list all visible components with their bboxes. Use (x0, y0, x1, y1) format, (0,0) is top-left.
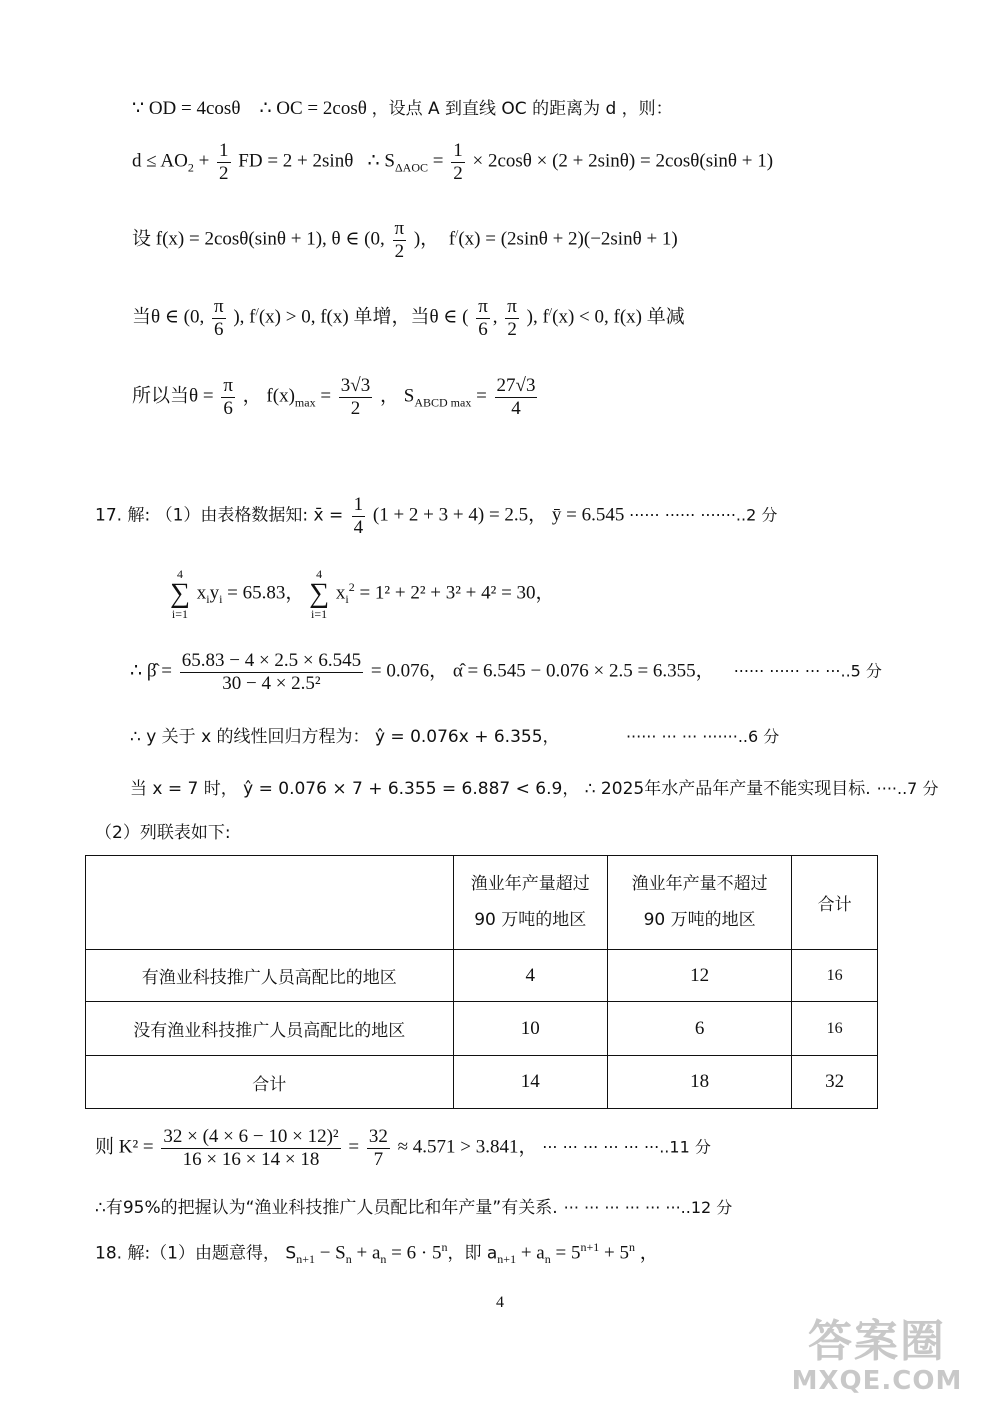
distance-statement: ，设点 A 到直线 OC 的距离为 d ，则： (371, 99, 673, 119)
table-cell: 18 (607, 1056, 791, 1109)
watermark-url: MXQE.COM (791, 1366, 963, 1397)
table-cell: 6 (607, 1002, 791, 1056)
solution-line-distance-area (132, 140, 773, 185)
superscript: 2 (348, 580, 355, 595)
denominator: 4 (511, 397, 521, 419)
problem-17-means (95, 494, 777, 539)
header-blank-cell (86, 856, 454, 950)
table-cell: 4 (453, 950, 607, 1002)
fraction-pi-over-6 (212, 296, 226, 341)
row-label: 合计 (86, 1056, 454, 1109)
numerator: π (223, 375, 233, 396)
score-mark-11: ··· ··· ··· ··· ··· ···..11 分 (542, 1137, 711, 1157)
area-symbol: ∴ S (367, 150, 395, 172)
equals-sign: = (428, 150, 449, 172)
fraction-pi-over-2 (505, 296, 519, 341)
equals-sign: = (315, 385, 336, 407)
denominator: 2 (350, 397, 361, 419)
fd-expression: FD = 2 + 2sinθ (238, 150, 354, 172)
table-header-row (86, 856, 878, 950)
fraction-one-quarter (352, 494, 366, 539)
numerator: π (507, 296, 517, 317)
chi-square-computation (95, 1126, 711, 1171)
smax-symbol: ， S (379, 385, 415, 407)
term: + a (516, 1242, 545, 1264)
sum-x2-value: = 1² + 2² + 3² + 4² = 30， (354, 582, 555, 604)
comma: , (492, 306, 503, 328)
problem-17-coefficients (130, 650, 882, 695)
header-total: 合计 (792, 856, 878, 950)
contingency-table-intro: （2）列联表如下: (95, 823, 231, 843)
k-squared: 则 K² = (95, 1136, 159, 1158)
score-mark-12: ··· ··· ··· ··· ··· ···..12 分 (563, 1198, 733, 1217)
equals-sign: = (471, 385, 492, 407)
denominator: 2 (453, 162, 463, 184)
numerator: π (394, 218, 405, 239)
d-bound: d ≤ AO (132, 150, 188, 172)
numerator: 1 (219, 140, 229, 161)
derivative-symbol: f (448, 228, 456, 250)
table-cell: 12 (607, 950, 791, 1002)
score-mark-5: ······ ······ ··· ···..5 分 (733, 661, 882, 681)
table-cell: 14 (453, 1056, 607, 1109)
score-mark-6: ······ ··· ··· ·······..6 分 (625, 727, 780, 746)
solution-line-monotonicity (132, 296, 685, 341)
subscript: ΔAOC (394, 160, 429, 175)
row-label: 没有渔业科技推广人员高配比的地区 (86, 1002, 454, 1056)
problem-17-prediction (130, 777, 938, 800)
table-cell: 16 (792, 950, 878, 1002)
increasing-statement: (x) > 0, f(x) 单增，当θ ∈ ( (258, 306, 469, 328)
problem-18-start (95, 1240, 659, 1267)
prediction-statement: 当 x = 7 时， ŷ = 0.076 × 7 + 6.355 = 6.887 < 6.9， ∴ 2025年水产品年产量不能实现目标. (130, 779, 871, 799)
problem-17-regression-equation (130, 725, 779, 748)
oc-expression: ∴ OC = 2cosθ (259, 98, 367, 119)
equals-sign: = (348, 1136, 364, 1158)
sum-upper-limit: 4 (176, 567, 183, 581)
subscript: n (544, 1252, 551, 1267)
fraction-fmax (339, 375, 372, 420)
regression-equation: ∴ y 关于 x 的线性回归方程为： ŷ = 0.076x + 6.355， (130, 727, 560, 747)
fmax-symbol: ， f(x) (242, 385, 295, 407)
decreasing-statement: (x) < 0, f(x) 单减 (552, 306, 685, 328)
subscript: n+1 (497, 1252, 517, 1267)
fraction-pi-over-6 (476, 296, 490, 341)
table-cell: 16 (792, 1002, 878, 1056)
term: + a (351, 1242, 381, 1264)
beta-hat: ∴ β̂ = (130, 660, 177, 682)
sigma-sum-x2: 4 ∑ i=1 (309, 567, 330, 621)
conclusion-line (95, 1196, 732, 1219)
score-mark-7: ····..7 分 (876, 779, 939, 798)
subscript: i (219, 592, 223, 607)
table-row (86, 1002, 878, 1056)
k2-value: ≈ 4.571 > 3.841， (397, 1136, 538, 1158)
table-row (86, 950, 878, 1002)
denominator: 2 (394, 240, 405, 262)
sum-xy-value: = 65.83， (222, 582, 310, 604)
denominator: 16 × 16 × 14 × 18 (182, 1148, 320, 1170)
mean-y-statement: (1 + 2 + 3 + 4) = 2.5， ȳ = 6.545 (372, 504, 625, 526)
part-2-heading (95, 823, 231, 843)
numerator: 32 × (4 × 6 − 10 × 12)² (163, 1126, 339, 1147)
numerator: 27√3 (496, 375, 536, 396)
term: = 6 · 5 (386, 1242, 442, 1264)
fraction-k2 (161, 1126, 340, 1171)
theta-value: 所以当θ = (132, 385, 219, 407)
header-line: 渔业年产量不超过 (631, 873, 768, 894)
od-expression: ∵ OD = 4cosθ (132, 98, 241, 119)
subscript: 2 (187, 160, 194, 175)
subscript: n+1 (296, 1252, 315, 1267)
prime-mark: / (455, 226, 459, 241)
subscript: n (380, 1252, 387, 1267)
denominator: 6 (214, 318, 224, 340)
term: + 5 (599, 1242, 629, 1264)
subscript: i (206, 592, 210, 607)
contingency-table (85, 855, 878, 1109)
term: − S (314, 1242, 346, 1264)
header-over-90 (453, 856, 607, 950)
numerator: π (478, 296, 488, 317)
term: = 5 (550, 1242, 581, 1264)
area-expression: × 2cosθ × (2 + 2sinθ) = 2cosθ(sinθ + 1) (472, 150, 774, 172)
mean-x-statement: 17. 解: （1）由表格数据知: x̄ = (95, 505, 349, 526)
numerator: 65.83 − 4 × 2.5 × 6.545 (181, 650, 362, 671)
derivative-symbol: ), f (233, 306, 256, 328)
fraction-32-over-7 (367, 1126, 390, 1171)
watermark-title: 答案圈 (808, 1316, 946, 1367)
sigma-sum-xy: 4 ∑ i=1 (170, 567, 190, 621)
term: ，即 a (447, 1243, 498, 1264)
table-cell: 10 (453, 1002, 607, 1056)
denominator: 6 (478, 318, 488, 340)
fraction-pi-over-2 (393, 218, 407, 263)
problem-18-heading: 18. 解:（1）由题意得， S (95, 1243, 297, 1264)
fraction-beta (180, 650, 363, 695)
x-var: x (196, 582, 207, 604)
sum-lower-limit: i=1 (171, 607, 189, 621)
denominator: 30 − 4 × 2.5² (222, 672, 321, 694)
header-line: 渔业年产量超过 (470, 873, 590, 894)
function-definition: 设 f(x) = 2cosθ(sinθ + 1), θ ∈ (0, (132, 228, 390, 250)
superscript: n+1 (580, 1240, 600, 1254)
score-mark-2: ······ ······ ·······..2 分 (629, 505, 778, 525)
plus-sign: + (193, 150, 215, 172)
numerator: π (214, 296, 224, 317)
solution-line-od-oc (132, 98, 673, 121)
header-line: 90 万吨的地区 (643, 909, 756, 930)
y-var: y (209, 582, 220, 604)
numerator: 32 (368, 1126, 388, 1147)
table-row (86, 1056, 878, 1109)
sum-upper-limit: 4 (316, 567, 323, 581)
solution-line-function-def (132, 218, 678, 263)
derivative-symbol: ), f (526, 306, 549, 328)
alpha-hat-expression: = 0.076， α̂ = 6.545 − 0.076 × 2.5 = 6.355， (370, 660, 715, 682)
fraction-one-half (217, 140, 231, 185)
subscript: n (345, 1252, 352, 1267)
interval-start: 当θ ∈ (0, (132, 306, 209, 328)
page-number: 4 (496, 1294, 504, 1311)
x-var: x (335, 582, 346, 604)
denominator: 4 (353, 516, 364, 538)
interval-close: )， (413, 228, 440, 250)
fraction-pi-over-6 (221, 375, 235, 420)
watermark-logo (772, 1318, 982, 1408)
header-line: 90 万吨的地区 (474, 909, 587, 930)
subscript: ABCD max (414, 395, 472, 410)
numerator: 1 (453, 140, 463, 161)
prime-mark: / (548, 304, 553, 319)
problem-17-sums (170, 568, 555, 620)
subscript: i (345, 592, 349, 607)
table-cell: 32 (792, 1056, 878, 1109)
conclusion-statement: ∴有95%的把握认为“渔业科技推广人员配比和年产量”有关系. (95, 1198, 558, 1218)
superscript: n (441, 1240, 448, 1254)
denominator: 2 (507, 318, 517, 340)
fraction-one-half (451, 140, 465, 185)
denominator: 7 (373, 1148, 384, 1170)
denominator: 2 (219, 162, 229, 184)
denominator: 6 (223, 397, 233, 419)
prime-mark: / (255, 304, 259, 319)
fraction-smax (495, 375, 538, 420)
numerator: 1 (353, 494, 364, 515)
derivative-expression: (x) = (2sinθ + 2)(−2sinθ + 1) (458, 228, 678, 250)
row-label: 有渔业科技推广人员高配比的地区 (86, 950, 454, 1002)
superscript: n (628, 1240, 635, 1254)
numerator: 3√3 (340, 375, 371, 396)
subscript: max (294, 395, 316, 410)
comma: ， (634, 1242, 659, 1264)
header-not-over-90 (607, 856, 791, 950)
sum-lower-limit: i=1 (311, 607, 328, 621)
solution-line-maximum (132, 375, 540, 420)
